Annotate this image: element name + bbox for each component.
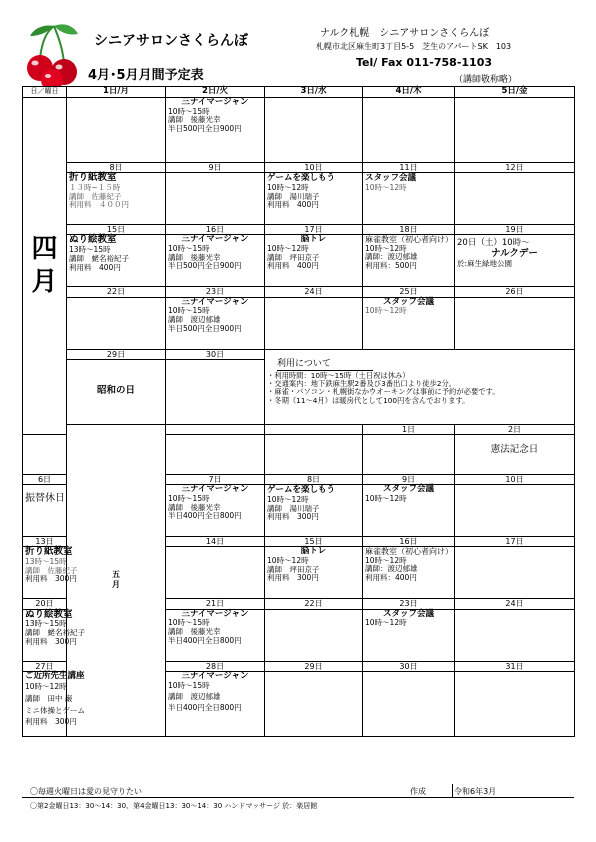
cell — [363, 98, 455, 163]
date-cell: 21日 — [166, 599, 265, 609]
date-cell: 17日 — [265, 225, 363, 235]
event-time: １３時~１５時 — [69, 183, 121, 193]
event-teacher: 講師 後藤光幸 — [168, 252, 221, 262]
header-fri: 5日/金 — [455, 87, 575, 98]
cell — [67, 98, 166, 163]
usage-info-line: ・交通案内：地下鉄麻生駅2番及び3番出口より徒歩2分。 — [267, 378, 457, 388]
event-cell — [166, 485, 265, 537]
date-cell: 24日 — [265, 287, 363, 297]
event-title: ゲームを楽しもう — [267, 173, 336, 184]
holiday-cell — [67, 359, 166, 424]
event-title: 三ナイマージャン — [181, 97, 249, 107]
event-title: スタッフ会議 — [382, 296, 434, 307]
date-cell: 23日 — [166, 287, 265, 297]
april-week2 — [23, 173, 575, 225]
date-cell: 9日 — [166, 163, 265, 173]
event-teacher: 講師 渡辺郁雄 — [168, 692, 221, 702]
cherry-logo-icon — [24, 22, 82, 92]
event-fee: 利用料 400円 — [267, 200, 319, 210]
event-time: 10時～12時 — [365, 243, 407, 253]
event-teacher: 講師 佐藤紀子 — [69, 191, 122, 201]
event-fee: 利用料 300円 — [25, 717, 77, 727]
event-time: 10時～12時 — [267, 556, 309, 566]
date-cell: 8日 — [265, 474, 363, 484]
date-cell — [265, 424, 363, 434]
usage-info-title: 利用について — [277, 359, 373, 370]
date-cell: 1日 — [363, 424, 455, 434]
event-fee: 半日500円全日900円 — [168, 261, 242, 271]
date-cell: 22日 — [67, 287, 166, 297]
event-fee: 半日500円全日900円 — [168, 124, 242, 134]
org-address: 札幌市北区麻生町3丁目5-5 芝生のアパートSK 103 — [316, 42, 512, 51]
event-time: 10時～12時 — [365, 618, 407, 628]
event-title: 麻雀教室（初心者向け） — [365, 235, 453, 245]
month-april-label: 四 月 — [31, 234, 58, 297]
date-cell: 11日 — [363, 163, 455, 173]
event-fee: 利用料：400円 — [365, 572, 417, 582]
date-cell: 15日 — [265, 537, 363, 547]
event-cell — [265, 485, 363, 537]
date-cell: 27日 — [23, 661, 67, 671]
event-time: 10時～12時 — [267, 494, 309, 504]
event-time: 10時～12時 — [365, 555, 407, 565]
cell — [455, 173, 575, 225]
cell — [265, 671, 363, 736]
april-week1 — [23, 98, 575, 163]
event-time: 10時～12時 — [267, 244, 309, 254]
event-cell — [363, 173, 455, 225]
event-time: 10時～12時 — [365, 182, 407, 192]
date-cell: 9日 — [363, 474, 455, 484]
event-cell — [363, 485, 455, 537]
made-date: 令和6年3月 — [454, 787, 497, 796]
event-teacher: 講師 後藤光幸 — [168, 626, 221, 636]
event-title: 三ナイマージャン — [181, 296, 249, 307]
event-title: 麻雀教室（初心者向け） — [365, 547, 453, 557]
cell — [265, 297, 363, 349]
event-teacher: 講師：渡辺郁雄 — [365, 564, 418, 574]
event-cell — [166, 671, 265, 736]
event-teacher: 講師 湯川瑞子 — [267, 191, 320, 201]
event-title: 三ナイマージャン — [181, 234, 249, 245]
event-title: 脳トレ — [300, 546, 327, 557]
header-mon: 1日/月 — [67, 87, 166, 98]
schedule-table — [22, 86, 575, 737]
event-fee: 半日400円全日800円 — [168, 702, 242, 712]
holiday-cell — [23, 485, 67, 537]
event-fee: 利用料 300円 — [25, 574, 77, 584]
date-cell: 26日 — [455, 287, 575, 297]
event-fee: 半日500円全日900円 — [168, 323, 242, 333]
event-time: 13時～15時 — [25, 619, 67, 629]
cell — [67, 297, 166, 349]
holiday-cell — [455, 434, 575, 474]
month-may — [67, 424, 166, 736]
event-cell — [265, 235, 363, 287]
usage-info-line: ・利用時間：10時～15時（土日祝は休み） — [267, 370, 410, 380]
event-title: 三ナイマージャン — [181, 670, 249, 681]
date-cell: 15日 — [67, 225, 166, 235]
event-time: 13時～15時 — [25, 557, 67, 567]
event-cell — [363, 235, 455, 287]
event-title: スタッフ会議 — [382, 608, 434, 619]
event-teacher: 講師 田中 巌 — [25, 694, 73, 704]
event-teacher: 講師：渡辺郁雄 — [365, 252, 418, 262]
cell — [455, 547, 575, 599]
event-time: 10時～15時 — [168, 493, 210, 503]
date-row — [23, 287, 575, 297]
event-fee: 利用料：500円 — [365, 260, 417, 270]
date-cell: 19日 — [455, 225, 575, 235]
date-cell: 16日 — [166, 225, 265, 235]
event-title: 三ナイマージャン — [181, 484, 249, 495]
date-cell: 30日 — [363, 661, 455, 671]
holiday-label: 昭和の日 — [96, 385, 135, 397]
event-teacher: 講師 渡辺郁雄 — [168, 314, 221, 324]
date-cell: 29日 — [265, 661, 363, 671]
cell — [166, 173, 265, 225]
event-place: 於:麻生緑地公園 — [457, 259, 513, 269]
date-cell: 16日 — [363, 537, 455, 547]
footer-note-watch: 〇毎週火曜日は愛の見守りたい — [30, 787, 142, 796]
event-teacher: 講師 坪田京子 — [267, 252, 320, 262]
event-time: 10時～15時 — [168, 106, 210, 116]
cell — [166, 434, 265, 474]
date-cell: 18日 — [363, 225, 455, 235]
event-desc: ミニ体操とゲーム — [25, 705, 85, 715]
date-cell: 10日 — [455, 474, 575, 484]
cell — [265, 609, 363, 661]
cell — [363, 671, 455, 736]
event-title: 脳トレ — [300, 234, 327, 245]
date-cell: 6日 — [23, 474, 67, 484]
date-cell — [166, 424, 265, 434]
month-may-label: 五 月 — [112, 570, 120, 590]
date-cell: 31日 — [455, 661, 575, 671]
usage-info-line: ・麻雀・パソコン・札幌街なかウオーキングは事前に予約が必要です。 — [267, 387, 500, 397]
event-title: ぬり絵教室 — [69, 234, 117, 246]
event-fee: 半日400円全日800円 — [168, 511, 242, 521]
event-time: 10時～15時 — [168, 244, 210, 254]
event-title: ゲームを楽しもう — [267, 485, 336, 496]
header-row — [23, 87, 575, 98]
footer-divider — [452, 784, 453, 798]
cell — [455, 671, 575, 736]
event-fee: 利用料 300円 — [25, 636, 77, 646]
date-cell: 22日 — [265, 599, 363, 609]
cell — [455, 609, 575, 661]
event-cell — [23, 608, 85, 661]
schedule-title: 4月･5月月間予定表 — [88, 68, 204, 83]
event-teacher: 講師 後藤光幸 — [168, 502, 221, 512]
header-thu: 4日/木 — [363, 87, 455, 98]
event-cell — [265, 547, 363, 599]
header-tue: 2日/火 — [166, 87, 265, 98]
event-teacher: 講師 蛯名裕紀子 — [69, 253, 129, 263]
event-fee: 利用料 300円 — [267, 512, 319, 522]
cell — [455, 297, 575, 349]
cell — [363, 434, 455, 474]
event-cell — [166, 98, 265, 163]
event-cell — [166, 297, 265, 349]
event-fee: 半日400円全日800円 — [168, 635, 242, 645]
event-teacher: 講師 佐藤紀子 — [25, 565, 78, 575]
date-cell: 24日 — [455, 599, 575, 609]
cell — [265, 349, 575, 359]
event-time: 10時～15時 — [168, 618, 210, 628]
event-cell — [166, 235, 265, 287]
date-cell: 14日 — [166, 537, 265, 547]
event-teacher: 講師 後藤光幸 — [168, 115, 221, 125]
event-cell — [265, 173, 363, 225]
event-date-time: 20日（土）10時～ — [457, 238, 530, 249]
made-label: 作成 — [410, 787, 426, 796]
date-cell: 28日 — [166, 661, 265, 671]
date-cell: 2日 — [455, 424, 575, 434]
event-title: 三ナイマージャン — [181, 608, 249, 619]
date-cell: 17日 — [455, 537, 575, 547]
date-cell: 25日 — [363, 287, 455, 297]
month-april — [23, 98, 67, 435]
event-cell — [23, 670, 85, 736]
event-cell — [363, 297, 455, 349]
event-time: 10時～12時 — [365, 306, 407, 316]
org-name: ナルク札幌 シニアサロンさくらんぼ — [320, 28, 490, 39]
cell — [455, 98, 575, 163]
event-title: 折り紙教室 — [69, 172, 117, 184]
honorific-note: （講師敬称略） — [454, 75, 518, 85]
event-time: 10時～12時 — [365, 493, 407, 503]
event-time: 10時～12時 — [267, 182, 309, 192]
event-cell — [363, 547, 455, 599]
event-cell — [23, 546, 78, 599]
april-week4 — [23, 297, 575, 349]
usage-info — [265, 359, 575, 424]
event-title: 折り紙教室 — [25, 546, 73, 558]
date-cell: 30日 — [166, 349, 265, 359]
date-cell: 8日 — [67, 163, 166, 173]
event-cell — [166, 609, 265, 661]
date-row — [23, 424, 575, 434]
header-corner: 日／曜日 — [23, 87, 67, 98]
event-fee: 利用料 400円 — [69, 262, 121, 272]
event-fee: 利用料 300円 — [267, 573, 319, 583]
event-fee: 利用料 ４００円 — [69, 200, 129, 210]
footer-note-massage: 〇第2金曜日13：30～14：30、第4金曜日13：30～14：30 ハンドマッサージ 於：楽居館 — [30, 802, 318, 810]
event-cell — [363, 609, 455, 661]
event-title: スタッフ会議 — [365, 173, 417, 184]
event-cell — [67, 235, 166, 287]
event-title: ご近所先生講座 — [25, 670, 85, 681]
april-week5 — [23, 359, 575, 424]
event-time: 10時～15時 — [168, 306, 210, 316]
date-cell: 13日 — [23, 537, 67, 547]
date-row — [23, 349, 575, 359]
cell — [166, 547, 265, 599]
april-week3 — [23, 235, 575, 287]
holiday-label: 憲法記念日 — [490, 443, 539, 455]
event-fee: 利用料 400円 — [267, 261, 319, 271]
date-cell: 29日 — [67, 349, 166, 359]
cell — [265, 434, 363, 474]
event-time: 10時～12時 — [25, 682, 67, 692]
event-title: ナルクデー — [491, 248, 538, 260]
date-cell: 23日 — [363, 599, 455, 609]
org-tel-fax: Tel/ Fax 011-758-1103 — [356, 56, 493, 69]
event-title: ぬり絵教室 — [25, 608, 73, 620]
cell — [265, 98, 363, 163]
event-teacher: 講師 坪田京子 — [267, 564, 320, 574]
event-teacher: 講師 蛯名裕紀子 — [25, 628, 85, 638]
date-cell: 20日 — [23, 599, 67, 609]
event-cell — [67, 173, 166, 225]
cell — [23, 434, 67, 474]
cell — [455, 485, 575, 537]
usage-info-line: ・冬期（11～4月）は暖房代として100円を含んでおります。 — [267, 395, 470, 405]
event-title: スタッフ会議 — [382, 484, 434, 495]
header-wed: 3日/水 — [265, 87, 363, 98]
event-time: 10時～15時 — [168, 681, 210, 691]
date-cell: 10日 — [265, 163, 363, 173]
holiday-label: 振替休日 — [25, 493, 65, 505]
event-cell — [455, 235, 575, 287]
event-teacher: 講師 湯川瑞子 — [267, 503, 320, 513]
org-title: シニアサロンさくらんぼ — [94, 33, 248, 49]
date-cell: 12日 — [455, 163, 575, 173]
date-cell: 7日 — [166, 474, 265, 484]
event-time: 13時～15時 — [69, 245, 111, 255]
cell — [166, 359, 265, 424]
